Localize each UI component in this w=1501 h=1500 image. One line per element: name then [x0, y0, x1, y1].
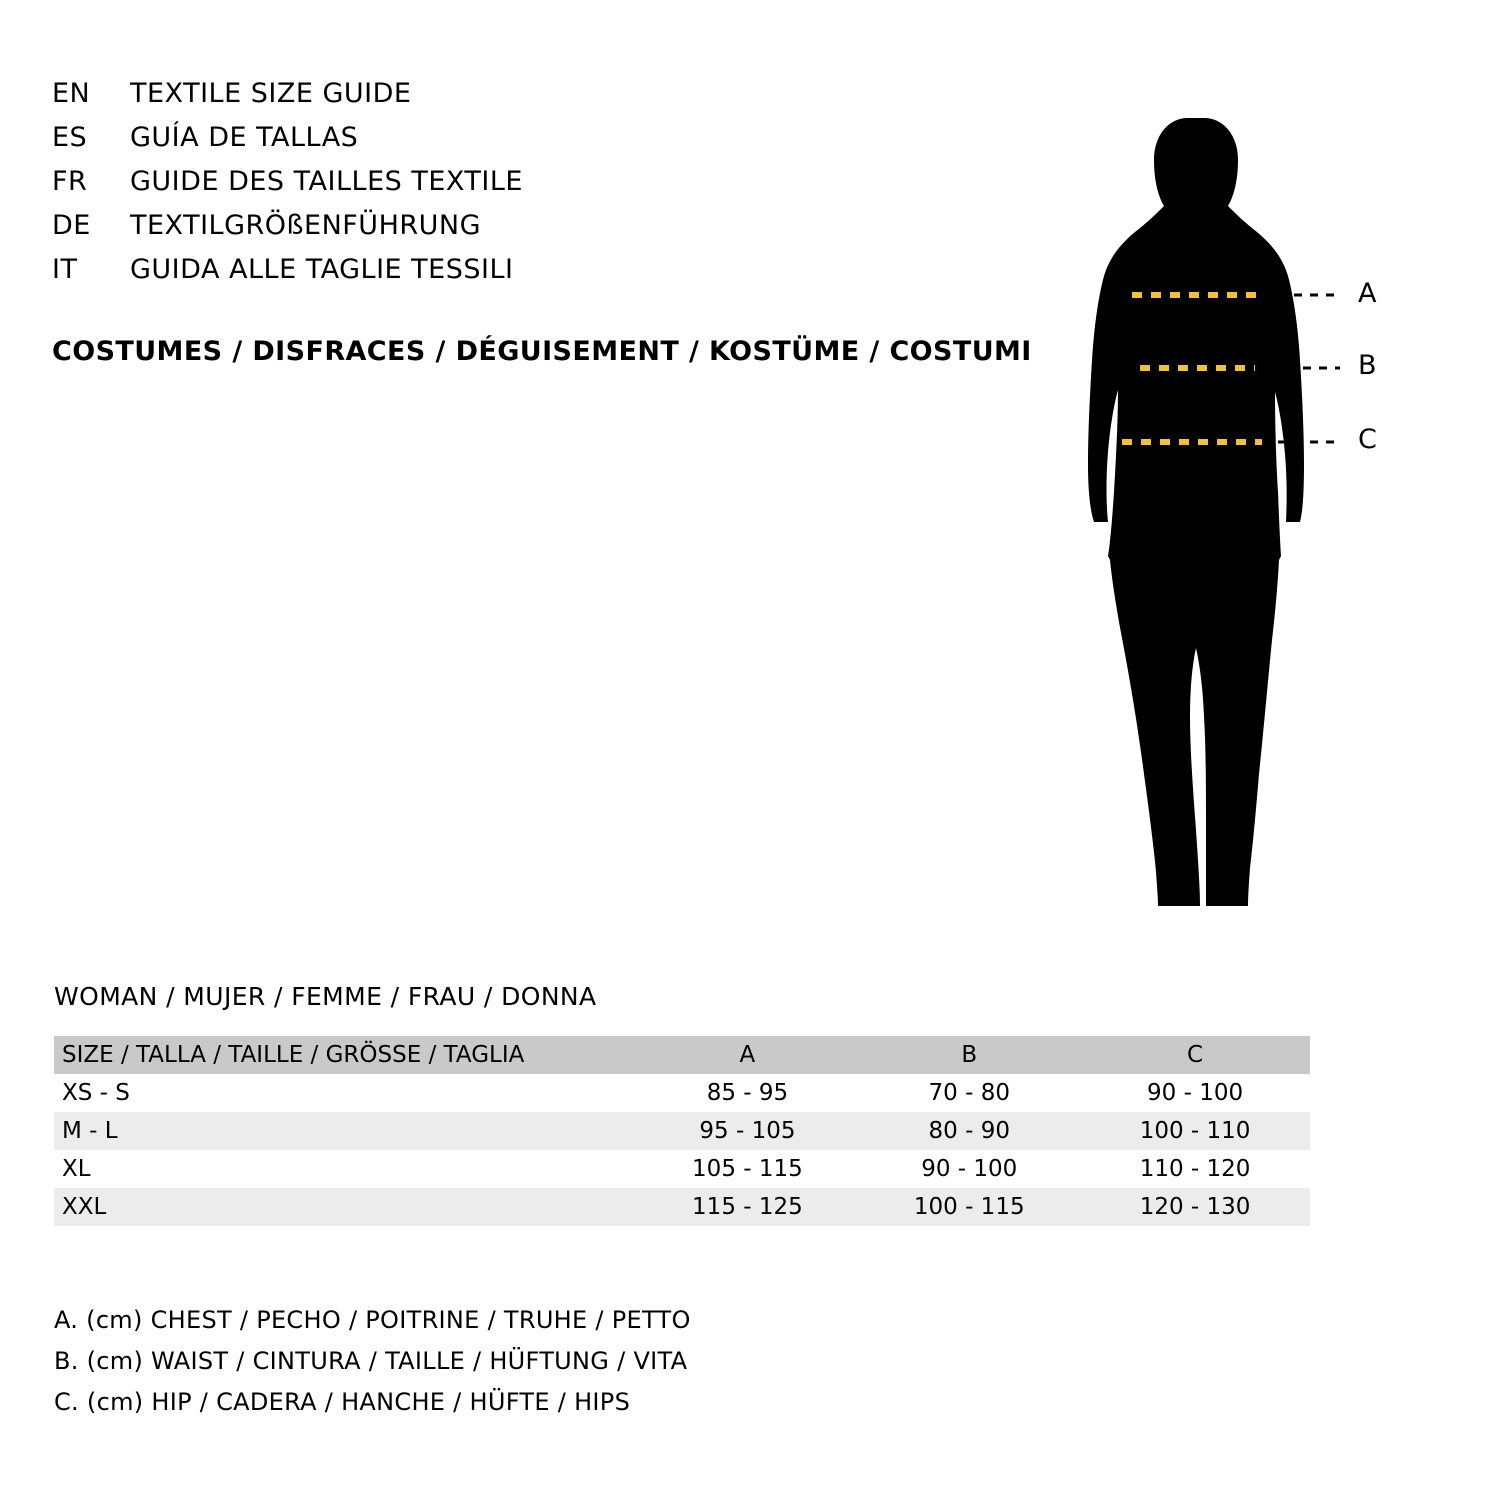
measure-label-b: B — [1358, 350, 1377, 381]
costumes-subtitle: COSTUMES / DISFRACES / DÉGUISEMENT / KOSTÜME / COSTUMI — [52, 336, 1032, 367]
cell-c: 90 - 100 — [1080, 1074, 1310, 1112]
language-text-en: TEXTILE SIZE GUIDE — [130, 78, 412, 109]
cell-b: 70 - 80 — [858, 1074, 1080, 1112]
language-row-en — [52, 78, 1032, 122]
table-row — [54, 1150, 1310, 1188]
table-header-row — [54, 1036, 1310, 1074]
measure-label-c: C — [1358, 424, 1377, 455]
cell-b: 100 - 115 — [858, 1188, 1080, 1226]
language-text-de: TEXTILGRÖßENFÜHRUNG — [130, 210, 482, 241]
cell-a: 105 - 115 — [637, 1150, 859, 1188]
language-list — [52, 78, 1032, 298]
column-header-size: SIZE / TALLA / TAILLE / GRÖSSE / TAGLIA — [54, 1036, 637, 1074]
cell-size: M - L — [54, 1112, 637, 1150]
column-header-b: B — [858, 1036, 1080, 1074]
cell-c: 120 - 130 — [1080, 1188, 1310, 1226]
language-row-de — [52, 210, 1032, 254]
language-text-fr: GUIDE DES TAILLES TEXTILE — [130, 166, 523, 197]
measurement-legend — [54, 1300, 691, 1423]
measure-label-a: A — [1358, 278, 1377, 309]
legend-item-a: A. (cm) CHEST / PECHO / POITRINE / TRUHE / PETTO — [54, 1306, 691, 1334]
cell-a: 115 - 125 — [637, 1188, 859, 1226]
language-text-es: GUÍA DE TALLAS — [130, 122, 359, 153]
cell-size: XL — [54, 1150, 637, 1188]
table-row — [54, 1112, 1310, 1150]
cell-size: XXL — [54, 1188, 637, 1226]
language-row-es — [52, 122, 1032, 166]
language-code-es: ES — [52, 122, 88, 153]
cell-b: 90 - 100 — [858, 1150, 1080, 1188]
legend-item-c: C. (cm) HIP / CADERA / HANCHE / HÜFTE / HIPS — [54, 1388, 631, 1416]
language-code-it: IT — [52, 254, 78, 285]
table-row — [54, 1074, 1310, 1112]
column-header-c: C — [1080, 1036, 1310, 1074]
language-row-it — [52, 254, 1032, 298]
legend-item-b: B. (cm) WAIST / CINTURA / TAILLE / HÜFTUNG / VITA — [54, 1347, 688, 1375]
language-row-fr — [52, 166, 1032, 210]
cell-a: 85 - 95 — [637, 1074, 859, 1112]
cell-c: 110 - 120 — [1080, 1150, 1310, 1188]
language-code-en: EN — [52, 78, 91, 109]
language-code-fr: FR — [52, 166, 88, 197]
table-row — [54, 1188, 1310, 1226]
language-code-de: DE — [52, 210, 91, 241]
measurement-lines — [1040, 60, 1460, 940]
cell-size: XS - S — [54, 1074, 637, 1112]
column-header-a: A — [637, 1036, 859, 1074]
table-caption: WOMAN / MUJER / FEMME / FRAU / DONNA — [54, 982, 597, 1011]
cell-c: 100 - 110 — [1080, 1112, 1310, 1150]
language-text-it: GUIDA ALLE TAGLIE TESSILI — [130, 254, 514, 285]
cell-b: 80 - 90 — [858, 1112, 1080, 1150]
size-table — [54, 1036, 1310, 1226]
cell-a: 95 - 105 — [637, 1112, 859, 1150]
body-figure — [1040, 60, 1460, 940]
